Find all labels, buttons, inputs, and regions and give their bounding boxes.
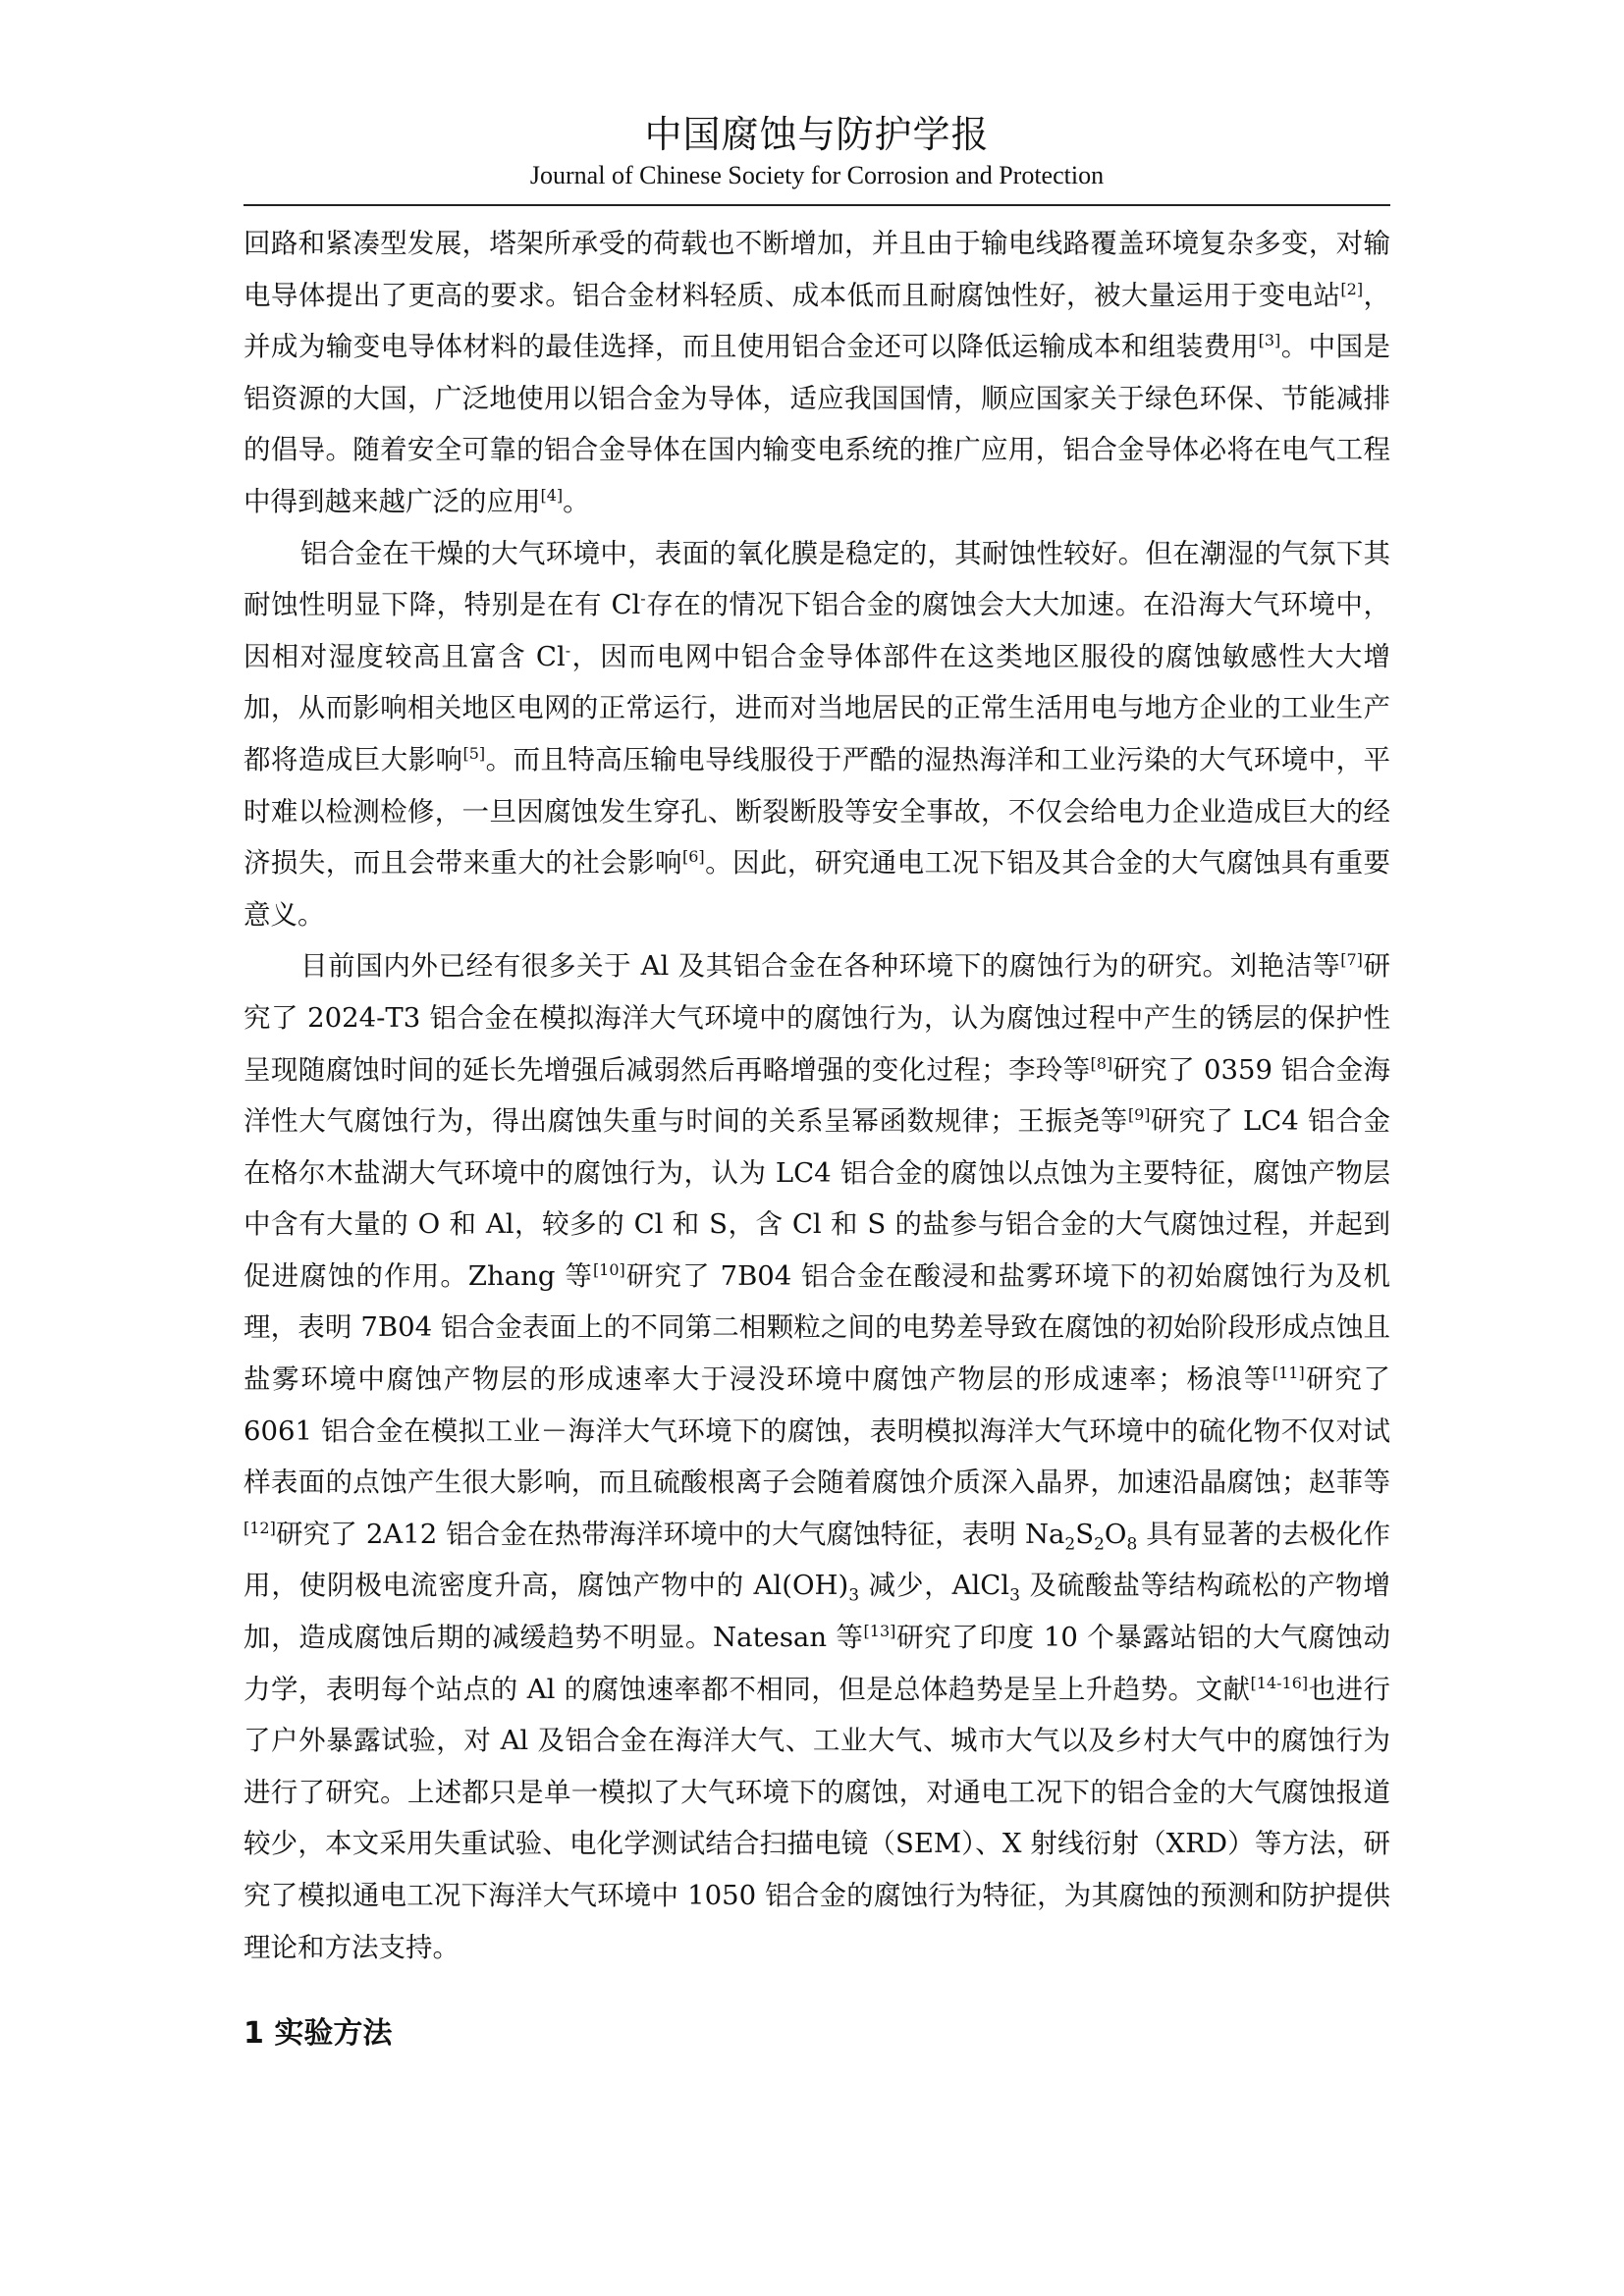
text-segment: 目前国内外已经有很多关于 Al 及其铝合金在各种环境下的腐蚀行为的研究。刘艳洁等 <box>300 950 1341 983</box>
chloride-charge: - <box>565 640 571 660</box>
journal-title-cn: 中国腐蚀与防护学报 <box>644 113 990 156</box>
subscript: 3 <box>1009 1585 1020 1606</box>
citation-ref[interactable]: [8] <box>1090 1053 1113 1073</box>
text-segment: 也进行了户外暴露试验，对 Al 及铝合金在海洋大气、工业大气、城市大气以及乡村大气中的腐蚀行为进行了研究。上述都只是单一模拟了大气环境下的腐蚀，对通电工况下的铝合金的大气腐蚀报道较少，本文采用失重试验、电化学测试结合扫描电镜（SEM）、X 射线衍射（XRD）等方法，研究了模拟通电工况下海洋大气环境中 1050 铝合金的腐蚀行为特征，为其腐蚀的预测和防护提供理论和方法支持。 <box>244 1673 1390 1963</box>
text-segment: 回路和紧凑型发展，塔架所承受的荷载也不断增加，并且由于输电线路覆盖环境复杂多变，对输电导体提出了更高的要求。铝合金材料轻质、成本低而且耐腐蚀性好，被大量运用于变电站 <box>244 228 1390 311</box>
journal-title-en: Journal of Chinese Society for Corrosion and Protection <box>529 161 1105 189</box>
citation-ref[interactable]: [14-16] <box>1250 1673 1309 1692</box>
header-divider <box>244 204 1390 206</box>
text-segment: 研究了 6061 铝合金在模拟工业－海洋大气环境下的腐蚀，表明模拟海洋大气环境中的硫化物不仅对试样表面的点蚀产生很大影响，而且硫酸根离子会随着腐蚀介质深入晶界，加速沿晶腐蚀；赵菲等 <box>244 1363 1391 1499</box>
paragraph-2 <box>244 528 1390 941</box>
text-segment: 。而且特高压输电导线服役于严酷的湿热海洋和工业污染的大气环境中，平时难以检测检修，一旦因腐蚀发生穿孔、断裂断股等安全事故，不仅会给电力企业造成巨大的经济损失，而且会带来重大的社会影响 <box>244 743 1391 880</box>
paragraph-3 <box>244 940 1390 1973</box>
citation-ref[interactable]: [6] <box>681 846 705 866</box>
citation-ref[interactable]: [7] <box>1340 950 1363 970</box>
text-segment: 及硫酸盐等结构疏松的产物增加，造成腐蚀后期的减缓趋势不明显。Natesan 等 <box>244 1570 1390 1654</box>
text-segment: 减少，AlCl <box>859 1570 1010 1602</box>
text-segment: 。中国是铝资源的大国，广泛地使用以铝合金为导体，适应我国国情，顺应国家关于绿色环保、节能减排的倡导。随着安全可靠的铝合金导体在国内输变电系统的推广应用，铝合金导体必将在电气工程中得到越来越广泛的应用 <box>244 331 1391 517</box>
text-segment: 存在的情况下铝合金的腐蚀会大大加速。在沿海大气环境中，因相对湿度较高且富含 Cl <box>244 589 1391 672</box>
citation-ref[interactable]: [10] <box>592 1259 625 1279</box>
text-segment: O <box>1104 1518 1127 1550</box>
subscript: 2 <box>1094 1534 1105 1555</box>
text-segment: ，因而电网中铝合金导体部件在这类地区服役的腐蚀敏感性大大增加，从而影响相关地区电网的正常运行，进而对当地居民的正常生活用电与地方企业的工业生产都将造成巨大影响 <box>244 640 1391 775</box>
citation-ref[interactable]: [5] <box>462 743 486 763</box>
article-body <box>244 218 1390 2061</box>
section-heading: 1 实验方法 <box>244 2016 393 2052</box>
text-segment: 铝合金在干燥的大气环境中，表面的氧化膜是稳定的，其耐蚀性较好。但在潮湿的气氛下其耐蚀性明显下降，特别是在有 Cl <box>244 537 1390 621</box>
chloride-charge: - <box>640 589 646 608</box>
citation-ref[interactable]: [3] <box>1258 331 1281 350</box>
citation-ref[interactable]: [12] <box>244 1518 276 1537</box>
text-segment: 。因此，研究通电工况下铝及其合金的大气腐蚀具有重要意义。 <box>244 847 1391 931</box>
text-segment: 研究了 2024-T3 铝合金在模拟海洋大气环境中的腐蚀行为，认为腐蚀过程中产生的锈层的保护性呈现随腐蚀时间的延长先增强后减弱然后再略增强的变化过程；李玲等 <box>244 950 1390 1086</box>
text-segment: 研究了 2A12 铝合金在热带海洋环境中的大气腐蚀特征，表明 Na <box>275 1518 1065 1550</box>
text-segment: S <box>1075 1518 1095 1550</box>
text-segment: 研究了 7B04 铝合金在酸浸和盐雾环境下的初始腐蚀行为及机理，表明 7B04 铝合金表面上的不同第二相颗粒之间的电势差导致在腐蚀的初始阶段形成点蚀且盐雾环境中腐蚀产物层的形成速率大于浸没环境中腐蚀产物层的形成速率；杨浪等 <box>244 1259 1390 1396</box>
subscript: 3 <box>848 1585 860 1606</box>
citation-ref[interactable]: [2] <box>1340 279 1364 298</box>
citation-ref[interactable]: [11] <box>1272 1362 1305 1382</box>
citation-ref[interactable]: [4] <box>540 485 564 505</box>
text-segment: 研究了印度 10 个暴露站铝的大气腐蚀动力学，表明每个站点的 Al 的腐蚀速率都不相同，但是总体趋势是呈上升趋势。文献 <box>244 1622 1390 1705</box>
text-segment: 具有显著的去极化作用，使阴极电流密度升高，腐蚀产物中的 Al(OH) <box>244 1518 1390 1602</box>
paragraph-1 <box>244 218 1390 528</box>
citation-ref[interactable]: [9] <box>1127 1104 1151 1124</box>
text-segment: 研究了 LC4 铝合金在格尔木盐湖大气环境中的腐蚀行为，认为 LC4 铝合金的腐蚀以点蚀为主要特征，腐蚀产物层中含有大量的 O 和 Al，较多的 Cl 和 S，含 Cl 和 S 的盐参与铝合金的大气腐蚀过程，并起到促进腐蚀的作用。Zhang 等 <box>244 1105 1390 1292</box>
journal-header <box>244 110 1390 192</box>
text-segment: ，并成为输变电导体材料的最佳选择，而且使用铝合金还可以降低运输成本和组装费用 <box>244 279 1390 363</box>
text-segment: 研究了 0359 铝合金海洋性大气腐蚀行为，得出腐蚀失重与时间的关系呈幂函数规律；王振尧等 <box>244 1053 1391 1138</box>
subscript: 8 <box>1126 1534 1138 1555</box>
citation-ref[interactable]: [13] <box>863 1621 896 1640</box>
text-segment: 。 <box>563 485 590 517</box>
subscript: 2 <box>1064 1534 1076 1555</box>
